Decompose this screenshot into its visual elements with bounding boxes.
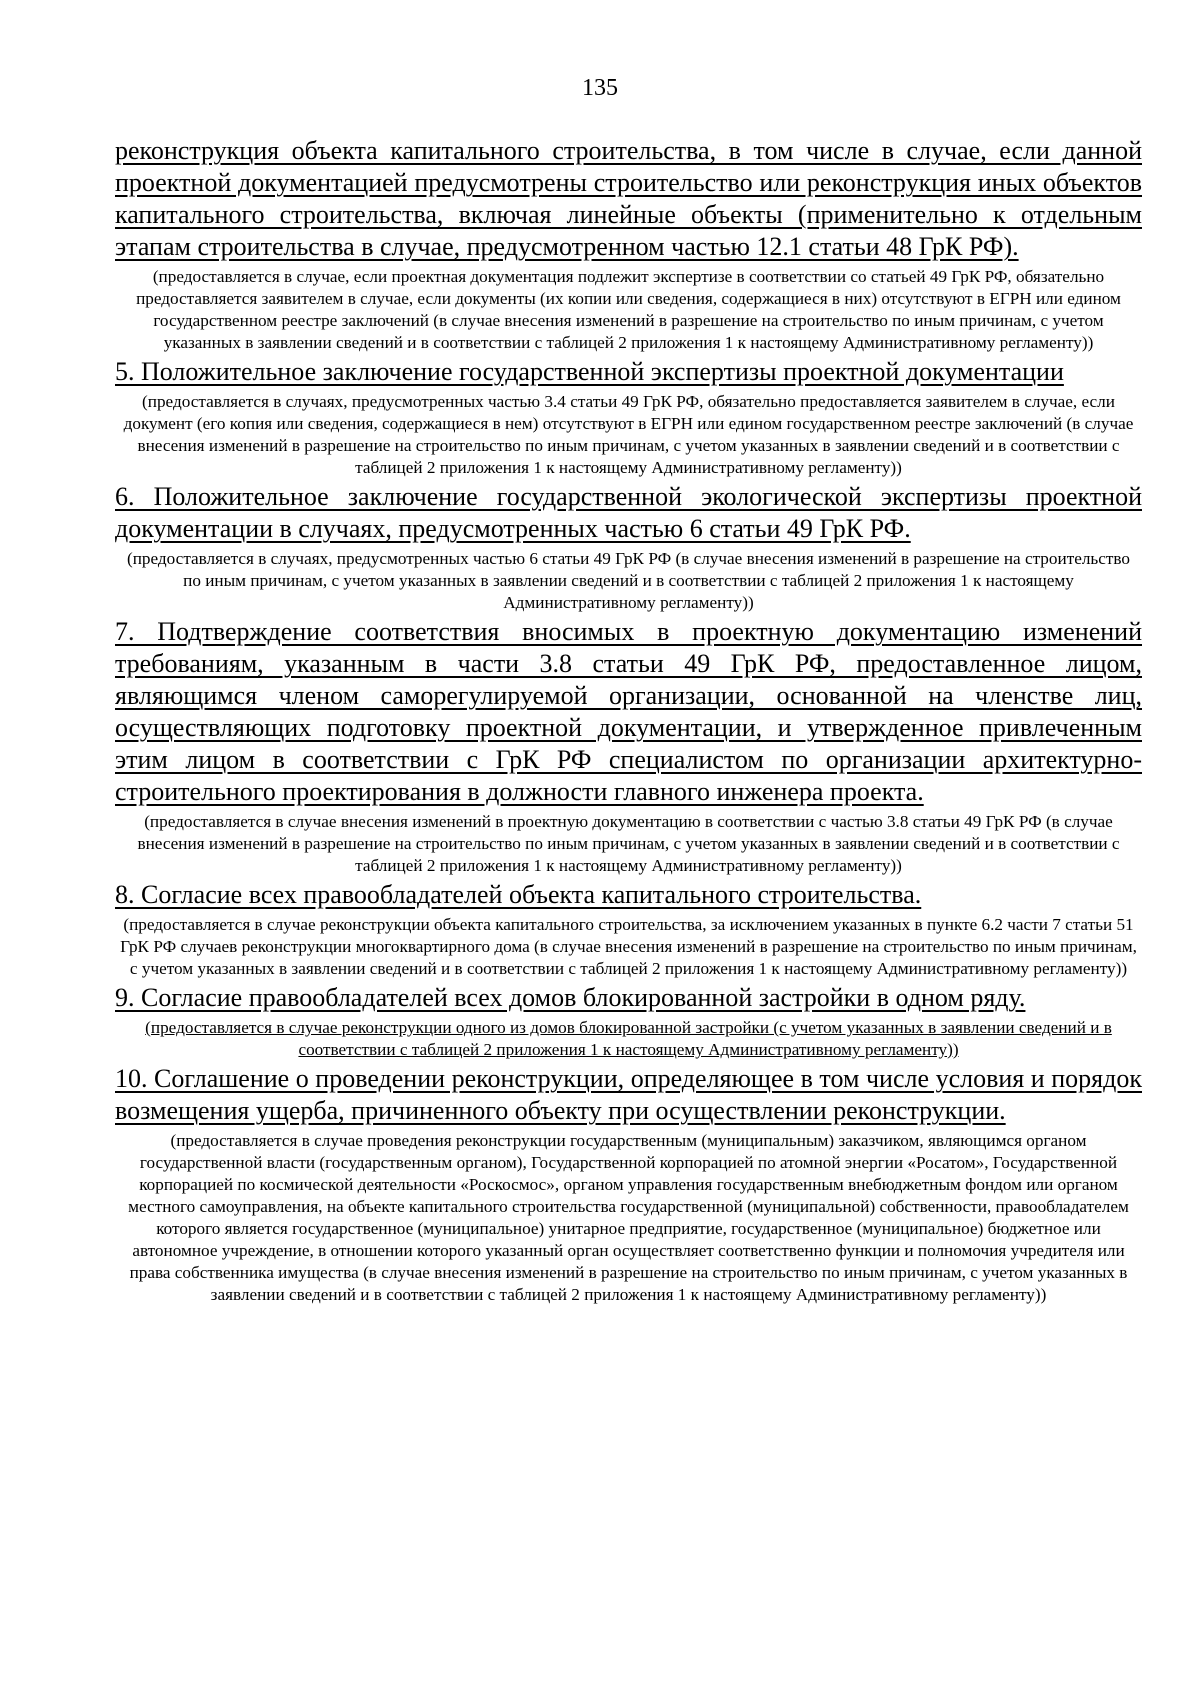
item-heading: реконструкция объекта капитального строительства, в том числе в случае, если данной проектной документацией предусмотрены строительство или реконструкция иных объектов капитального строительства, включая линейные объекты (применительно к отдельным этапам строительства в случае, предусмотренном частью 12.1 статьи 48 ГрК РФ).	[115, 136, 1142, 261]
item-heading: 9. Согласие правообладателей всех домов блокированной застройки в одном ряду.	[115, 983, 1026, 1012]
item-heading: 10. Соглашение о проведении реконструкции, определяющее в том числе условия и порядок возмещения ущерба, причиненного объекту при осуществлении реконструкции.	[115, 1064, 1142, 1125]
item-note: (предоставляется в случаях, предусмотренных частью 3.4 статьи 49 ГрК РФ, обязательно предоставляется заявителем в случае, если документ (его копия или сведения, содержащиеся в нем) отсутствуют в ЕГРН или едином государственном реестре заключений (в случае внесения изменений в разрешение на строительство по иным причинам, с учетом указанных в заявлении сведений и в соответствии с таблицей 2 приложения 1 к настоящему Административному регламенту))	[123, 392, 1134, 477]
item-4-continuation	[115, 135, 1142, 354]
item-7	[115, 616, 1142, 877]
page-number: 135	[582, 75, 618, 101]
item-note: (предоставляется в случае внесения изменений в проектную документацию в соответствии с частью 3.8 статьи 49 ГрК РФ (в случае внесения изменений в разрешение на строительство по иным причинам, с учетом указанных в заявлении сведений и в соответствии с таблицей 2 приложения 1 к настоящему Административному регламенту))	[137, 812, 1120, 875]
item-5	[115, 356, 1142, 479]
item-10	[115, 1063, 1142, 1306]
item-8	[115, 879, 1142, 980]
item-9	[115, 982, 1142, 1061]
item-note: (предоставляется в случае, если проектная документация подлежит экспертизе в соответствии со статьей 49 ГрК РФ, обязательно предоставляется заявителем в случае, если документы (их копии или сведения, содержащиеся в них) отсутствуют в ЕГРН или едином государственном реестре заключений (в случае внесения изменений в разрешение на строительство по иным причинам, с учетом указанных в заявлении сведений и в соответствии с таблицей 2 приложения 1 к настоящему Административному регламенту))	[136, 267, 1121, 352]
document-body	[115, 135, 1142, 1308]
item-note: (предоставляется в случае реконструкции объекта капитального строительства, за исключением указанных в пункте 6.2 части 7 статьи 51 ГрК РФ случаев реконструкции многоквартирного дома (в случае внесения изменений в разрешение на строительство по иным причинам, с учетом указанных в заявлении сведений и в соответствии с таблицей 2 приложения 1 к настоящему Административному регламенту))	[120, 915, 1137, 978]
item-heading: 7. Подтверждение соответствия вносимых в проектную документацию изменений требованиям, указанным в части 3.8 статьи 49 ГрК РФ, предоставленное лицом, являющимся членом саморегулируемой организации, основанной на членстве лиц, осуществляющих подготовку проектной документации, и утвержденное привлеченным этим лицом в соответствии с ГрК РФ специалистом по организации архитектурно-строительного проектирования в должности главного инженера проекта.	[115, 617, 1142, 806]
item-note: (предоставляется в случае проведения реконструкции государственным (муниципальным) заказчиком, являющимся органом государственной власти (государственным органом), Государственной корпорацией по атомной энергии «Росатом», Государственной корпорацией по космической деятельности «Роскосмос», органом управления государственным внебюджетным фондом или органом местного самоуправления, на объекте капитального строительства государственной (муниципальной) собственности, правообладателем которого является государственное (муниципальное) унитарное предприятие, государственное (муниципальное) бюджетное или автономное учреждение, в отношении которого указанный орган осуществляет соответственно функции и полномочия учредителя или права собственника имущества (в случае внесения изменений в разрешение на строительство по иным причинам, с учетом указанных в заявлении сведений и в соответствии с таблицей 2 приложения 1 к настоящему Административному регламенту))	[128, 1131, 1129, 1304]
item-6	[115, 481, 1142, 614]
item-heading: 6. Положительное заключение государственной экологической экспертизы проектной документации в случаях, предусмотренных частью 6 статьи 49 ГрК РФ.	[115, 482, 1142, 543]
item-note: (предоставляется в случае реконструкции одного из домов блокированной застройки (с учетом указанных в заявлении сведений и в соответствии с таблицей 2 приложения 1 к настоящему Административному регламенту))	[145, 1018, 1112, 1059]
item-heading: 8. Согласие всех правообладателей объекта капитального строительства.	[115, 880, 922, 909]
item-note: (предоставляется в случаях, предусмотренных частью 6 статьи 49 ГрК РФ (в случае внесения изменений в разрешение на строительство по иным причинам, с учетом указанных в заявлении сведений и в соответствии с таблицей 2 приложения 1 к настоящему Административному регламенту))	[127, 549, 1130, 612]
item-heading: 5. Положительное заключение государственной экспертизы проектной документации	[115, 357, 1064, 386]
